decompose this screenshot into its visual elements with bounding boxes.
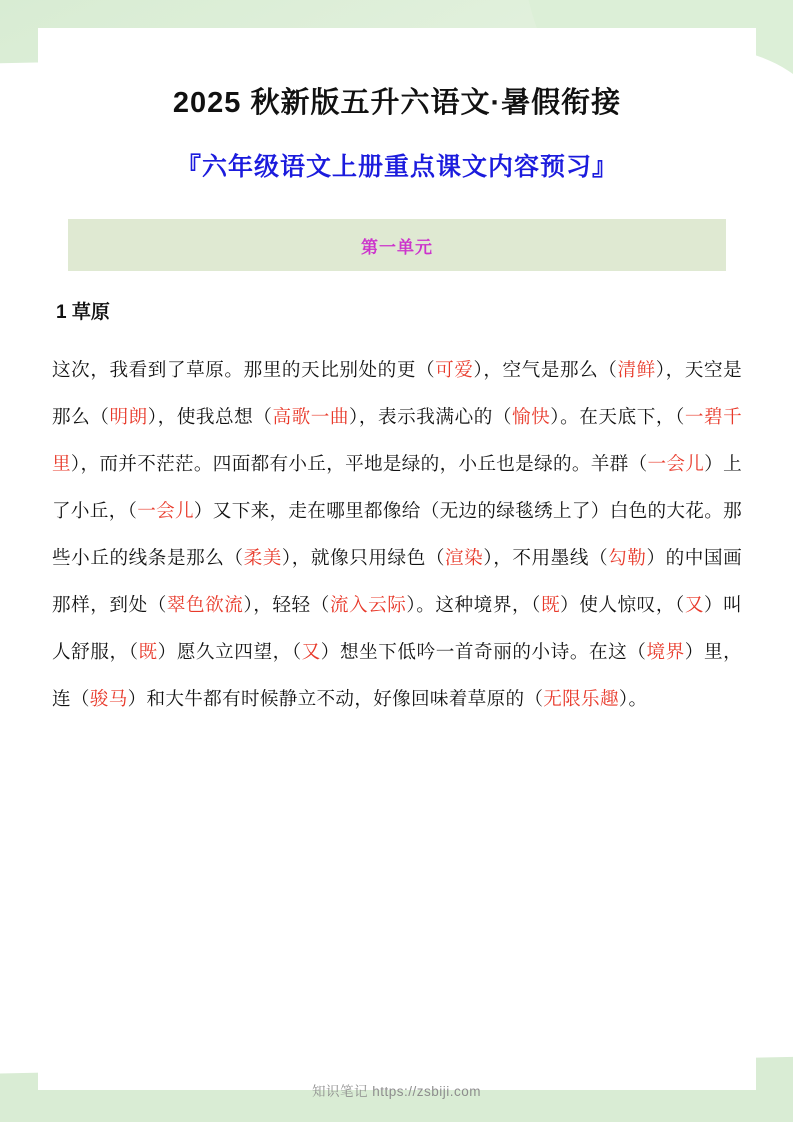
answer-text: 清鲜	[617, 359, 656, 380]
body-text: ），不用墨线（	[483, 547, 609, 568]
answer-text: 既	[138, 641, 158, 662]
answer-text: 又	[301, 641, 321, 662]
body-text: ）又下来，走在哪里都像给（无边的绿毯绣上了）白色的大花。那些小丘的线条是那么（	[52, 500, 742, 568]
unit-label: 第一单元	[361, 237, 433, 257]
body-text: ）想坐下低吟一首奇丽的小诗。在这（	[320, 641, 647, 662]
body-text: ）的中国画那样，到处（	[52, 547, 742, 615]
lesson-paragraph	[52, 346, 742, 722]
body-text: ）。在天底下，（	[550, 406, 685, 427]
body-text: ），空气是那么（	[473, 359, 618, 380]
watermark: 知识笔记 https://zsbiji.com	[311, 1084, 482, 1099]
answer-text: 流入云际	[329, 594, 407, 615]
body-text: ），表示我满心的（	[349, 406, 512, 427]
answer-text: 勾勒	[608, 547, 647, 568]
page-title: 2025 秋新版五升六语文·暑假衔接	[172, 87, 622, 119]
body-text: ），而并不茫茫。四面都有小丘，平地是绿的，小丘也是绿的。羊群（	[70, 453, 648, 474]
body-text: ），就像只用绿色（	[281, 547, 446, 568]
body-text: ）。这种境界，（	[406, 594, 541, 615]
answer-text: 骏马	[89, 688, 128, 709]
body-text: ）和大牛都有时候静立不动，好像回味着草原的（	[127, 688, 544, 709]
page-subtitle: 『六年级语文上册重点课文内容预习』	[175, 153, 618, 181]
answer-text: 愉快	[512, 406, 551, 427]
body-text: ）。	[618, 688, 648, 709]
body-text: ），使我总想（	[147, 406, 273, 427]
answer-text: 又	[684, 594, 704, 615]
answer-text: 明朗	[109, 406, 148, 427]
body-text: ）使人惊叹，（	[560, 594, 685, 615]
lesson-title: 1 草原	[56, 302, 110, 323]
body-text: ）愿久立四望，（	[157, 641, 302, 662]
unit-banner	[68, 219, 726, 271]
body-text: ），轻轻（	[243, 594, 330, 615]
body-text: ）叫人舒服，（	[52, 594, 743, 662]
answer-text: 高歌一曲	[272, 406, 350, 427]
body-text: ）上了小丘，（	[52, 453, 742, 521]
answer-text: 可爱	[435, 359, 474, 380]
answer-text: 一会儿	[647, 453, 705, 474]
document-sheet	[38, 28, 756, 1090]
body-text: ）里，连（	[52, 641, 743, 709]
document-content	[38, 28, 756, 722]
answer-text: 翠色欲流	[166, 594, 244, 615]
body-text: ），天空是那么（	[52, 359, 743, 427]
answer-text: 一碧千里	[52, 406, 743, 474]
answer-text: 无限乐趣	[543, 688, 619, 709]
answer-text: 柔美	[243, 547, 282, 568]
body-text: 这次，我看到了草原。那里的天比别处的更（	[52, 359, 436, 380]
answer-text: 既	[540, 594, 561, 615]
answer-text: 境界	[646, 641, 685, 662]
answer-text: 一会儿	[137, 500, 194, 521]
answer-text: 渲染	[445, 547, 484, 568]
